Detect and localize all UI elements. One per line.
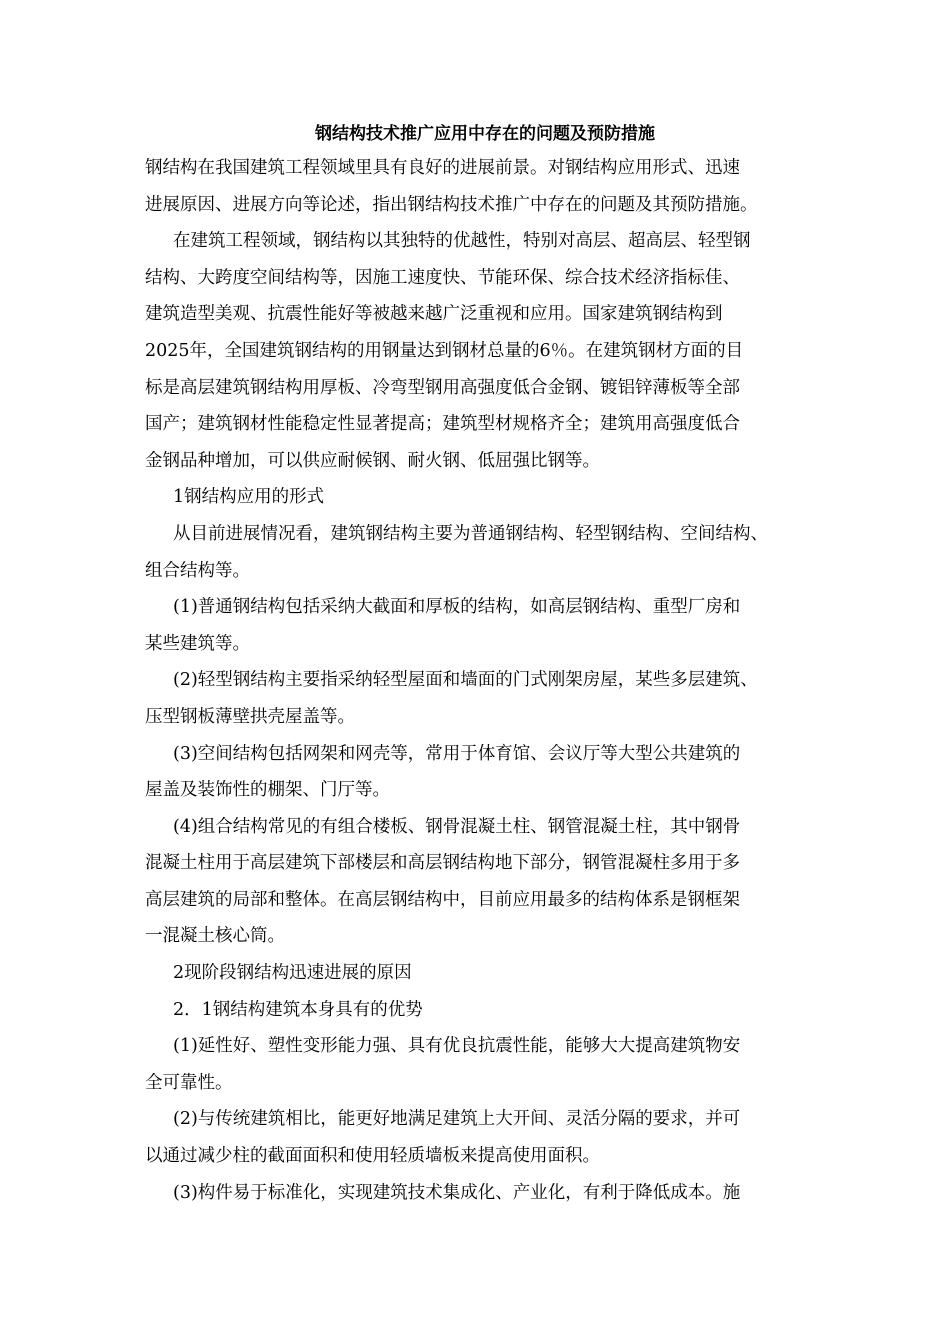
text-line: 建筑造型美观、抗震性能好等被越来越广泛重视和应用。国家建筑钢结构到 bbox=[145, 304, 723, 325]
text-line: 某些建筑等。 bbox=[145, 633, 250, 654]
text-line: 2．1钢结构建筑本身具有的优势 bbox=[173, 999, 423, 1020]
text-line: 1钢结构应用的形式 bbox=[173, 487, 325, 508]
text-line: 从目前进展情况看，建筑钢结构主要为普通钢结构、轻型钢结构、空间结构、 bbox=[173, 523, 768, 544]
text-line: 2025年，全国建筑钢结构的用钢量达到钢材总量的6％。在建筑钢材方面的目 bbox=[145, 340, 744, 361]
document-body bbox=[145, 150, 825, 1211]
text-line: 一混凝土核心筒。 bbox=[145, 926, 285, 947]
text-line: 钢结构在我国建筑工程领域里具有良好的进展前景。对钢结构应用形式、迅速 bbox=[145, 158, 740, 178]
text-line: 结构、大跨度空间结构等，因施工速度快、节能环保、综合技术经济指标佳、 bbox=[145, 267, 740, 288]
text-line: 金钢品种增加，可以供应耐候钢、耐火钢、低屈强比钢等。 bbox=[145, 450, 600, 471]
text-line: 标是高层建筑钢结构用厚板、冷弯型钢用高强度低合金钢、镀铝锌薄板等全部 bbox=[145, 377, 740, 398]
text-line: 以通过减少柱的截面面积和使用轻质墙板来提高使用面积。 bbox=[145, 1146, 600, 1167]
text-line: 在建筑工程领域，钢结构以其独特的优越性，特别对高层、超高层、轻型钢 bbox=[173, 231, 751, 252]
text-line: 进展原因、进展方向等论述，指出钢结构技术推广中存在的问题及其预防措施。 bbox=[145, 194, 758, 215]
text-line: (2)轻型钢结构主要指采纳轻型屋面和墙面的门式刚架房屋，某些多层建筑、 bbox=[173, 670, 758, 691]
text-line: (1)延性好、塑性变形能力强、具有优良抗震性能，能够大大提高建筑物安 bbox=[173, 1036, 741, 1057]
text-line: 组合结构等。 bbox=[145, 560, 250, 581]
document-page bbox=[145, 122, 825, 1211]
text-line: 屋盖及装饰性的棚架、门厅等。 bbox=[145, 780, 390, 801]
text-line: (3)空间结构包括网架和网壳等，常用于体育馆、会议厅等大型公共建筑的 bbox=[173, 743, 741, 764]
text-line: 2现阶段钢结构迅速进展的原因 bbox=[173, 963, 412, 984]
text-line: (1)普通钢结构包括采纳大截面和厚板的结构，如高层钢结构、重型厂房和 bbox=[173, 597, 741, 618]
text-line: 高层建筑的局部和整体。在高层钢结构中，目前应用最多的结构体系是钢框架 bbox=[145, 889, 740, 910]
text-line: 全可靠性。 bbox=[145, 1072, 233, 1093]
text-line: 混凝土柱用于高层建筑下部楼层和高层钢结构地下部分，钢管混凝柱多用于多 bbox=[145, 853, 740, 874]
document-title: 钢结构技术推广应用中存在的问题及预防措施 bbox=[315, 124, 655, 144]
text-line: (2)与传统建筑相比，能更好地满足建筑上大开间、灵活分隔的要求，并可 bbox=[173, 1109, 741, 1130]
text-line: 压型钢板薄壁拱壳屋盖等。 bbox=[145, 706, 355, 727]
text-line: (3)构件易于标准化，实现建筑技术集成化、产业化，有利于降低成本。施 bbox=[173, 1182, 741, 1203]
text-line: 国产；建筑钢材性能稳定性显著提高；建筑型材规格齐全；建筑用高强度低合 bbox=[145, 414, 740, 435]
text-line: (4)组合结构常见的有组合楼板、钢骨混凝土柱、钢管混凝土柱，其中钢骨 bbox=[173, 816, 741, 837]
